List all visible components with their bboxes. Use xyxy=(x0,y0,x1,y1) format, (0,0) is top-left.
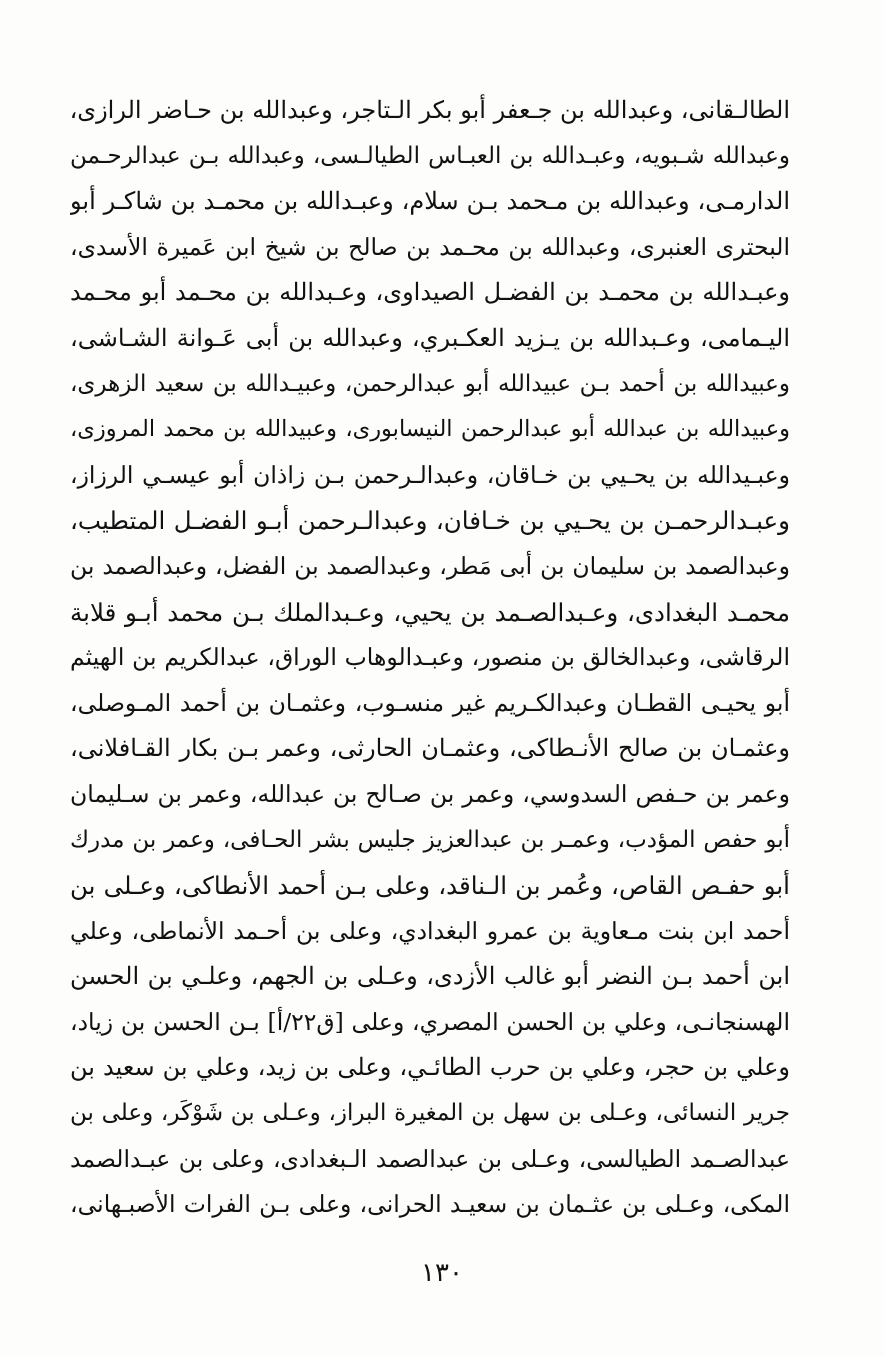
text-line: ابن أحمد بـن النضر أبو غالب الأزدى، وعـلى بن الجهم، وعلـي بن الحسن xyxy=(70,962,790,991)
text-line: أبو حفـص القاص، وعُمر بن الـناقد، وعلى بـن أحمد الأنطاكى، وعـلى بن xyxy=(70,871,790,901)
text-line: المكى، وعـلى بن عثـمان بن سعيـد الحرانى، وعلى بـن الفرات الأصبـهانى، xyxy=(70,1190,790,1219)
text-line: أحمد ابن بنت مـعاوية بن عمرو البغدادي، وعلى بن أحـمد الأنماطى، وعلي xyxy=(70,916,790,945)
text-line: الطالـقانى، وعبدالله بن جـعفر أبو بكر الـتاجر، وعبدالله بن حـاضر الرازى، xyxy=(70,96,790,124)
text-line: وعبـدالله بن محمـد بن الفضـل الصيداوى، وعـبدالله بن محـمد أبو محـمد xyxy=(70,278,790,307)
text-line: جرير النسائى، وعـلى بن سهل بن المغيرة البراز، وعـلى بن شَوْكَر، وعلى بن xyxy=(70,1100,790,1127)
text-line: وعبـيدالله بن يحـيي بن خـاقان، وعبدالـرحمن بـن زاذان أبو عيسـي الرزاز، xyxy=(70,460,790,489)
text-line: البحترى العنبرى، وعبدالله بن محـمد بن صالح بن شيخ ابن عَميرة الأسدى، xyxy=(70,232,790,261)
text-line: وعبدالله شـبويه، وعبـدالله بن العبـاس الطيالـسى، وعبدالله بـن عبدالرحـمن xyxy=(70,142,790,169)
text-line: أبو يحيـى القطـان وعبدالكـريم غير منسـوب، وعثمـان بن أحمد المـوصلى، xyxy=(70,688,790,717)
text-line: الرقاشى، وعبدالخالق بن منصور، وعبـدالوهاب الوراق، عبدالكريم بن الهيثم xyxy=(70,643,790,672)
text-line: وعبدالصمد بن سليمان بن أبى مَطر، وعبدالصمد بن الفضل، وعبدالصمد بن xyxy=(70,551,790,580)
text-line: أبو حفص المؤدب، وعمـر بن عبدالعزيز جليس بشر الحـافى، وعمر بن مدرك xyxy=(70,826,790,853)
text-line: اليـمامى، وعـبدالله بن يـزيد العكـبري، وعبدالله بن أبى عَـوانة الشـاشى، xyxy=(70,323,790,352)
page-number: ١٣٠ xyxy=(421,1258,463,1288)
text-line: وعبيدالله بن عبدالله أبو عبدالرحمن النيسابورى، وعبيدالله بن محمد المروزى، xyxy=(70,416,790,443)
text-line: عبدالصـمد الطيالسى، وعـلى بن عبدالصمد الـبغدادى، وعلى بن عبـدالصمد xyxy=(70,1144,790,1173)
text-line: وعثمـان بن صالح الأنـطاكى، وعثمـان الحارثى، وعمر بـن بكار القـافلانى، xyxy=(70,734,790,763)
text-line: محمـد البغدادى، وعـبدالصـمد بن يحيي، وعـبدالملك بـن محمد أبـو قلابة xyxy=(70,597,790,627)
text-line: وعلي بن حجر، وعلي بن حرب الطائـي، وعلى بن زيد، وعلي بن سعيد بن xyxy=(70,1053,790,1082)
text-line: وعمر بن حـفص السدوسي، وعمر بن صـالح بن عبدالله، وعمر بن سـليمان xyxy=(70,779,790,808)
text-line: الهسنجانـى، وعلي بن الحسن المصري، وعلى [ق٢٢/أ] بـن الحسن بن زياد، xyxy=(70,1007,790,1036)
text-line: وعبيدالله بن أحمد بـن عبيدالله أبو عبدالرحمن، وعبيـدالله بن سعيد الزهرى، xyxy=(70,370,790,397)
text-body xyxy=(70,88,790,1228)
text-line: وعبـدالرحمـن بن يحـيي بن خـافان، وعبدالـرحمن أبـو الفضـل المتطيب، xyxy=(70,506,790,536)
text-line: الدارمـى، وعبدالله بن مـحمد بـن سلام، وعبـدالله بن محمـد بن شاكـر أبو xyxy=(70,187,790,216)
